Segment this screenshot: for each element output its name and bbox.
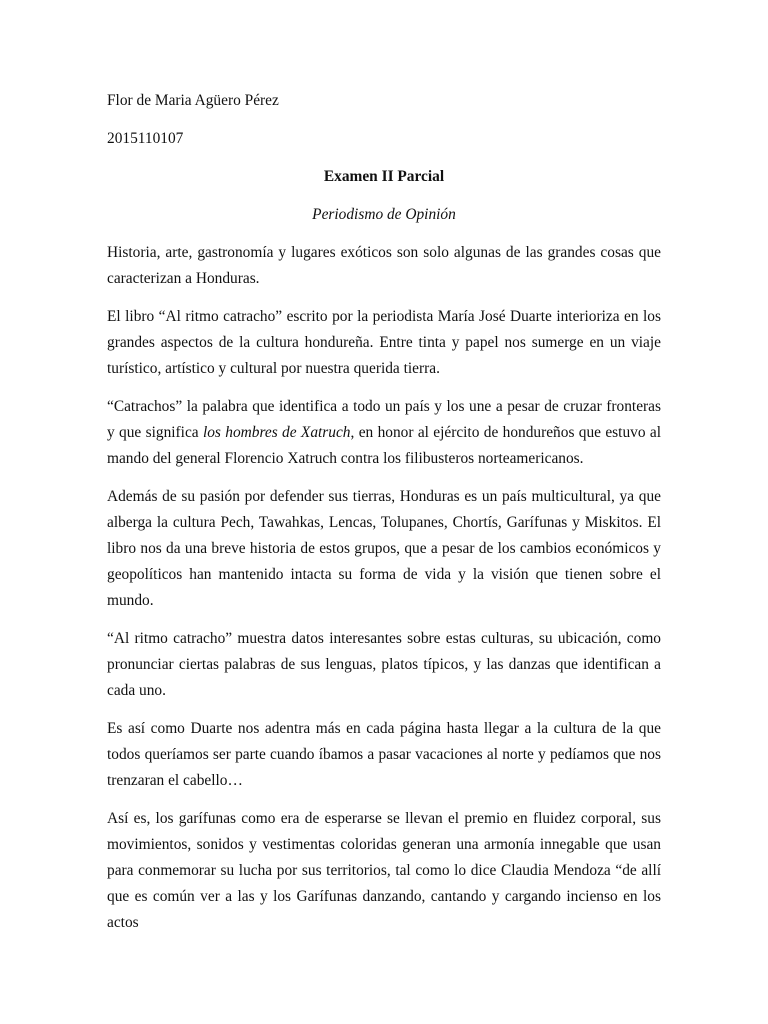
document-title: Examen II Parcial xyxy=(323,168,445,185)
paragraph-3-text-before: “Catrachos” la palabra que identifica a todo un país y los une a pesar de cruzar fronteras y que significa xyxy=(107,398,661,441)
student-id: 2015110107 xyxy=(107,130,184,147)
paragraph-5: “Al ritmo catracho” muestra datos interesantes sobre estas culturas, su ubicación, como pronunciar ciertas palabras de sus lenguas, platos típicos, y las danzas que identifican a cada uno. xyxy=(107,630,661,699)
paragraph-4: Además de su pasión por defender sus tierras, Honduras es un país multicultural, ya que alberga la cultura Pech, Tawahkas, Lencas, Tolupanes, Chortís, Garífunas y Miskitos. El libro nos da una breve historia de estos grupos, que a pesar de los cambios económicos y geopolíticos han mantenido intacta su forma de vida y la visión que tienen sobre el mundo. xyxy=(107,488,661,609)
paragraph-3-text-after: , en honor al ejército de hondureños que estuvo al mando del general Florencio Xatruch contra los filibusteros norteamericanos. xyxy=(107,424,661,467)
paragraph-1: Historia, arte, gastronomía y lugares exóticos son solo algunas de las grandes cosas que caracterizan a Honduras. xyxy=(107,244,661,287)
author-name: Flor de Maria Agüero Pérez xyxy=(107,92,279,109)
paragraph-6: Es así como Duarte nos adentra más en cada página hasta llegar a la cultura de la que todos queríamos ser parte cuando íbamos a pasar vacaciones al norte y pedíamos que nos trenzaran el cabello… xyxy=(107,720,661,789)
paragraph-2: El libro “Al ritmo catracho” escrito por la periodista María José Duarte interioriza en los grandes aspectos de la cultura hondureña. Entre tinta y papel nos sumerge en un viaje turístico, artístico y cultural por nuestra querida tierra. xyxy=(107,308,661,377)
paragraph-3-emphasis: los hombres de Xatruch xyxy=(202,424,351,441)
document-subtitle: Periodismo de Opinión xyxy=(312,206,456,223)
paragraph-3 xyxy=(107,394,661,472)
document-page xyxy=(107,88,661,948)
paragraph-7: Así es, los garífunas como era de esperarse se llevan el premio en fluidez corporal, sus movimientos, sonidos y vestimentas coloridas generan una armonía innegable que usan para conmemorar su lucha por sus territorios, tal como lo dice Claudia Mendoza “de allí que es común ver a las y los Garífunas danzando, cantando y cargando incienso en los actos xyxy=(107,810,661,931)
